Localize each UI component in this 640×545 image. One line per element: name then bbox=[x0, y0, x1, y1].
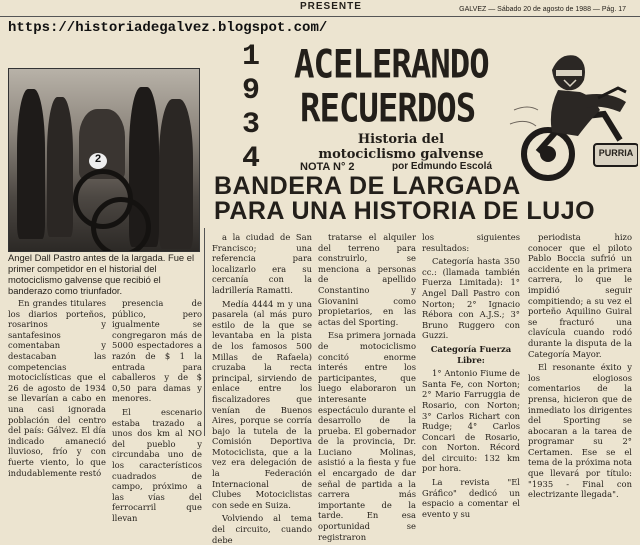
section-name: PRESENTE bbox=[300, 1, 362, 12]
category-heading: Categoría Fuerza Libre: bbox=[430, 343, 512, 365]
article-column-4 bbox=[318, 232, 416, 542]
race-number-plate: 2 bbox=[89, 153, 107, 169]
paragraph: En grandes titulares los diarios porteños, rosarinos y santafesinos comentaban y destacaban las competencias motociclísticas que el 26 de agosto de 1934 se llevarían a cabo en una casi ignorada población del centro del país: Gálvez. El día indicado amaneció lluvioso, frío y con fuerte viento, lo que indudablemente restó bbox=[8, 298, 106, 478]
paragraph: tratarse el alquiler del terreno para construirlo, se menciona a personas de apellido Constantino y Giovanini como propietarios, en las actas del Sporting. bbox=[318, 232, 416, 327]
series-title-line2: RECUERDOS bbox=[300, 86, 476, 132]
paragraph: Volviendo al tema del circuito, cuando debe bbox=[212, 513, 312, 545]
paragraph: El escenario estaba trazado a unos dos km al NO del pueblo y circundaba uno de los característicos cuadrados de campo, próximo a las vías del ferrocarril que llevan bbox=[112, 406, 202, 523]
article-column-5 bbox=[422, 232, 520, 519]
year-digit-3: 3 bbox=[241, 108, 260, 142]
paragraph: a la ciudad de San Francisco; una referencia para localizarlo era su cercanía con la ladrillería Ramatti. bbox=[212, 232, 312, 295]
paragraph: 1° Antonio Fiume de Santa Fe, con Norton; 2° Mario Farruggia de Rosario, con Norton; 3° Carlos Richart con Rudge; 4° Carlos Concari de Rosario, con Norton. Récord del circuito: 132 km por hora. bbox=[422, 368, 520, 474]
author-byline: por Edmundo Escolá bbox=[392, 161, 493, 172]
headline-line1: BANDERA DE LARGADA bbox=[214, 172, 521, 200]
article-column-2 bbox=[112, 298, 202, 523]
paragraph: los siguientes resultados: bbox=[422, 232, 520, 253]
dateline: GALVEZ — Sábado 20 de agosto de 1988 — Pág. 17 bbox=[459, 6, 626, 13]
series-subtitle: Historia del motociclismo galvense bbox=[318, 132, 484, 162]
paragraph: Categoría hasta 350 cc.: (llamada también Fuerza Limitada): 1° Angel Dall Pastro con Norton; 2° Ignacio Rébora con A.J.S.; 3° Bruno Ruggero con Guzzi. bbox=[422, 256, 520, 341]
paragraph: presencia de público, pero igualmente se congregaron más de 5000 espectadores a razón de $ 1 la entrada para caballeros y de $ 0,50 para damas y menores. bbox=[112, 298, 202, 404]
paragraph: La revista "El Gráfico" dedicó un espacio a comentar el evento y su bbox=[422, 477, 520, 519]
year-digit-1: 1 bbox=[241, 40, 260, 74]
article-column-6 bbox=[528, 232, 632, 500]
column-divider bbox=[204, 228, 205, 436]
series-title-line1: ACELERANDO bbox=[294, 42, 489, 88]
blog-url-watermark: https://historiadegalvez.blogspot.com/ bbox=[8, 20, 328, 36]
paragraph: El resonante éxito y los elogiosos comentarios de la prensa, hicieron que de inmediato los dirigentes del Sporting se abocaran a la tarea de programar su 2° Certamen. Ese se el tema de la próxima nota que llevará por título: "1935 - Final con electrizante llegada". bbox=[528, 362, 632, 500]
note-number: NOTA N° 2 bbox=[300, 161, 355, 173]
photo-caption: Angel Dall Pastro antes de la largada. Fue el primer competidor en el historial del motociclismo galvense que recibió el banderazo como triunfador. bbox=[8, 252, 195, 296]
starting-line-photo bbox=[8, 68, 200, 252]
paragraph: Medía 4444 m y una pasarela (al más puro estilo de la que se levantaba en la pista de los famosos 500 Millas de Rafaela) cruzaba la recta principal, sirviendo de enlace entre los fiscalizadores que venían de Buenos Aires, porque se corría bajo la tutela de la Comisión Deportiva Motociclista, que a la vez era delegación de la Federación Internacional de Clubes Motociclistas con sede en Suiza. bbox=[212, 298, 312, 510]
paragraph: periodista hizo conocer que el piloto Pablo Boccia sufrió un accidente en la primera carrera, lo que le impidió seguir compitiendo; a su vez el porteño Aquilino Guiral se fracturó una clavícula cuando rodó durante la disputa de la Categoría Mayor. bbox=[528, 232, 632, 359]
year-digit-2: 9 bbox=[241, 74, 260, 108]
rider-illustration bbox=[508, 40, 638, 182]
year-digit-4: 4 bbox=[241, 142, 260, 176]
article-column-3 bbox=[212, 232, 312, 545]
article-column-1 bbox=[8, 298, 106, 478]
rider-number-plate: PURRIA bbox=[598, 148, 634, 158]
paragraph: Esa primera jornada de motociclismo concitó enorme interés entre los participantes, que luego elaboraron un interesante espectáculo durante el desarrollo de la prueba. El gobernador de la provincia, Dr. Luciano Molinas, asistió a la fiesta y fue el encargado de dar señal de partida a la carrera más importante de la tarde. En esa oportunidad se registraron bbox=[318, 330, 416, 542]
headline-line2: PARA UNA HISTORIA DE LUJO bbox=[214, 197, 596, 225]
